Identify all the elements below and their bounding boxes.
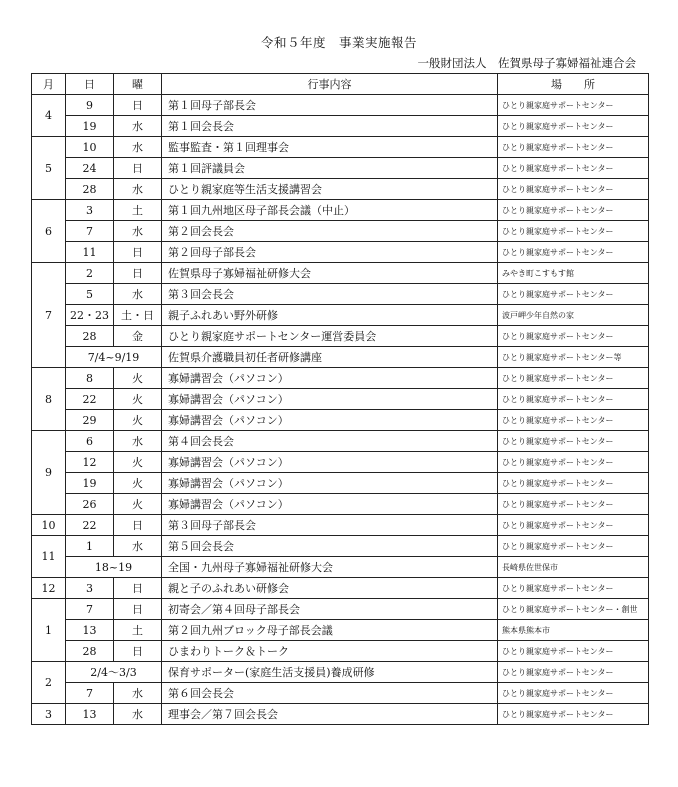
month-cell: 12 — [32, 578, 66, 599]
place-cell: ひとり親家庭サポートセンター — [498, 578, 649, 599]
table-row — [32, 536, 649, 557]
date-range-cell: 7/4~9/19 — [66, 347, 162, 368]
month-cell: 2 — [32, 662, 66, 704]
table-row — [32, 284, 649, 305]
day-cell: 3 — [66, 578, 114, 599]
dow-cell: 日 — [114, 641, 162, 662]
event-cell: 親と子のふれあい研修会 — [162, 578, 498, 599]
date-range-cell: 18~19 — [66, 557, 162, 578]
place-cell: ひとり親家庭サポートセンター等 — [498, 347, 649, 368]
event-cell: ひとり親家庭サポートセンター運営委員会 — [162, 326, 498, 347]
table-row — [32, 599, 649, 620]
table-row — [32, 431, 649, 452]
event-cell: 第１回母子部長会 — [162, 95, 498, 116]
dow-cell: 水 — [114, 221, 162, 242]
dow-cell: 日 — [114, 578, 162, 599]
table-row — [32, 305, 649, 326]
event-cell: ひとり親家庭等生活支援講習会 — [162, 179, 498, 200]
header-day: 日 — [66, 74, 114, 95]
day-cell: 3 — [66, 200, 114, 221]
day-cell: 19 — [66, 116, 114, 137]
event-cell: 親子ふれあい野外研修 — [162, 305, 498, 326]
table-header-row — [32, 74, 649, 95]
day-cell: 22 — [66, 515, 114, 536]
event-cell: 第３回会長会 — [162, 284, 498, 305]
table-row — [32, 620, 649, 641]
dow-cell: 土 — [114, 620, 162, 641]
dow-cell: 日 — [114, 242, 162, 263]
day-cell: 11 — [66, 242, 114, 263]
table-row — [32, 494, 649, 515]
day-cell: 7 — [66, 683, 114, 704]
event-report-table — [31, 73, 649, 725]
table-row — [32, 683, 649, 704]
day-cell: 28 — [66, 326, 114, 347]
day-cell: 22・23 — [66, 305, 114, 326]
day-cell: 13 — [66, 704, 114, 725]
month-cell: 4 — [32, 95, 66, 137]
day-cell: 24 — [66, 158, 114, 179]
event-cell: 第２回九州ブロック母子部長会議 — [162, 620, 498, 641]
place-cell: ひとり親家庭サポートセンター — [498, 494, 649, 515]
place-cell: ひとり親家庭サポートセンター・創世 — [498, 599, 649, 620]
day-cell: 2 — [66, 263, 114, 284]
month-cell: 6 — [32, 200, 66, 263]
event-cell: 寡婦講習会（パソコン） — [162, 494, 498, 515]
month-cell: 11 — [32, 536, 66, 578]
day-cell: 28 — [66, 641, 114, 662]
organization-name: 一般財団法人 佐賀県母子寡婦福祉連合会 — [417, 56, 636, 70]
event-cell: 第４回会長会 — [162, 431, 498, 452]
table-row — [32, 368, 649, 389]
dow-cell: 日 — [114, 599, 162, 620]
event-cell: 監事監査・第１回理事会 — [162, 137, 498, 158]
month-cell: 7 — [32, 263, 66, 368]
month-cell: 8 — [32, 368, 66, 431]
dow-cell: 水 — [114, 431, 162, 452]
day-cell: 28 — [66, 179, 114, 200]
place-cell: ひとり親家庭サポートセンター — [498, 158, 649, 179]
dow-cell: 水 — [114, 704, 162, 725]
table-row — [32, 200, 649, 221]
event-cell: 第１回評議員会 — [162, 158, 498, 179]
place-cell: ひとり親家庭サポートセンター — [498, 242, 649, 263]
table-row — [32, 347, 649, 368]
day-cell: 7 — [66, 599, 114, 620]
place-cell: ひとり親家庭サポートセンター — [498, 431, 649, 452]
place-cell: ひとり親家庭サポートセンター — [498, 200, 649, 221]
day-cell: 13 — [66, 620, 114, 641]
table-row — [32, 662, 649, 683]
table-row — [32, 578, 649, 599]
dow-cell: 日 — [114, 263, 162, 284]
dow-cell: 日 — [114, 515, 162, 536]
day-cell: 6 — [66, 431, 114, 452]
event-cell: 第６回会長会 — [162, 683, 498, 704]
dow-cell: 火 — [114, 389, 162, 410]
event-cell: 保育サポーター(家庭生活支援員)養成研修 — [162, 662, 498, 683]
place-cell: 熊本県熊本市 — [498, 620, 649, 641]
month-cell: 5 — [32, 137, 66, 200]
place-cell: ひとり親家庭サポートセンター — [498, 704, 649, 725]
dow-cell: 日 — [114, 95, 162, 116]
dow-cell: 火 — [114, 494, 162, 515]
event-cell: 佐賀県母子寡婦福祉研修大会 — [162, 263, 498, 284]
date-range-cell: 2/4～3/3 — [66, 662, 162, 683]
event-cell: 寡婦講習会（パソコン） — [162, 452, 498, 473]
place-cell: ひとり親家庭サポートセンター — [498, 221, 649, 242]
dow-cell: 水 — [114, 284, 162, 305]
table-row — [32, 704, 649, 725]
dow-cell: 水 — [114, 137, 162, 158]
month-cell: 1 — [32, 599, 66, 662]
dow-cell: 水 — [114, 116, 162, 137]
place-cell: みやき町こすもす館 — [498, 263, 649, 284]
table-row — [32, 326, 649, 347]
place-cell: 波戸岬少年自然の家 — [498, 305, 649, 326]
table-row — [32, 221, 649, 242]
event-cell: 寡婦講習会（パソコン） — [162, 410, 498, 431]
place-cell: ひとり親家庭サポートセンター — [498, 410, 649, 431]
table-row — [32, 242, 649, 263]
place-cell: ひとり親家庭サポートセンター — [498, 389, 649, 410]
day-cell: 7 — [66, 221, 114, 242]
table-row — [32, 179, 649, 200]
place-cell: ひとり親家庭サポートセンター — [498, 326, 649, 347]
day-cell: 22 — [66, 389, 114, 410]
header-dow: 曜 — [114, 74, 162, 95]
place-cell: ひとり親家庭サポートセンター — [498, 473, 649, 494]
table-row — [32, 410, 649, 431]
place-cell: ひとり親家庭サポートセンター — [498, 515, 649, 536]
event-cell: 全国・九州母子寡婦福祉研修大会 — [162, 557, 498, 578]
event-cell: 第１回九州地区母子部長会議（中止） — [162, 200, 498, 221]
day-cell: 10 — [66, 137, 114, 158]
event-cell: 寡婦講習会（パソコン） — [162, 389, 498, 410]
place-cell: ひとり親家庭サポートセンター — [498, 683, 649, 704]
header-month: 月 — [32, 74, 66, 95]
place-cell: ひとり親家庭サポートセンター — [498, 452, 649, 473]
dow-cell: 火 — [114, 368, 162, 389]
place-cell: ひとり親家庭サポートセンター — [498, 116, 649, 137]
table-row — [32, 158, 649, 179]
table-row — [32, 116, 649, 137]
event-cell: 佐賀県介護職員初任者研修講座 — [162, 347, 498, 368]
dow-cell: 火 — [114, 452, 162, 473]
day-cell: 12 — [66, 452, 114, 473]
event-cell: 第５回会長会 — [162, 536, 498, 557]
table-row — [32, 641, 649, 662]
place-cell: ひとり親家庭サポートセンター — [498, 662, 649, 683]
day-cell: 5 — [66, 284, 114, 305]
table-row — [32, 263, 649, 284]
event-cell: 寡婦講習会（パソコン） — [162, 368, 498, 389]
place-cell: ひとり親家庭サポートセンター — [498, 641, 649, 662]
table-row — [32, 137, 649, 158]
place-cell: ひとり親家庭サポートセンター — [498, 284, 649, 305]
dow-cell: 金 — [114, 326, 162, 347]
place-cell: ひとり親家庭サポートセンター — [498, 137, 649, 158]
header-place: 場 所 — [498, 74, 649, 95]
event-cell: ひまわりトーク＆トーク — [162, 641, 498, 662]
dow-cell: 水 — [114, 179, 162, 200]
day-cell: 19 — [66, 473, 114, 494]
day-cell: 8 — [66, 368, 114, 389]
dow-cell: 土・日 — [114, 305, 162, 326]
day-cell: 26 — [66, 494, 114, 515]
dow-cell: 火 — [114, 410, 162, 431]
month-cell: 10 — [32, 515, 66, 536]
month-cell: 3 — [32, 704, 66, 725]
event-cell: 第３回母子部長会 — [162, 515, 498, 536]
table-row — [32, 515, 649, 536]
dow-cell: 日 — [114, 158, 162, 179]
table-row — [32, 95, 649, 116]
table-row — [32, 452, 649, 473]
place-cell: ひとり親家庭サポートセンター — [498, 179, 649, 200]
place-cell: ひとり親家庭サポートセンター — [498, 368, 649, 389]
event-cell: 理事会／第７回会長会 — [162, 704, 498, 725]
event-cell: 第２回会長会 — [162, 221, 498, 242]
place-cell: ひとり親家庭サポートセンター — [498, 95, 649, 116]
event-cell: 寡婦講習会（パソコン） — [162, 473, 498, 494]
table-row — [32, 557, 649, 578]
event-cell: 第２回母子部長会 — [162, 242, 498, 263]
day-cell: 9 — [66, 95, 114, 116]
day-cell: 1 — [66, 536, 114, 557]
dow-cell: 水 — [114, 536, 162, 557]
dow-cell: 水 — [114, 683, 162, 704]
event-cell: 第１回会長会 — [162, 116, 498, 137]
place-cell: ひとり親家庭サポートセンター — [498, 536, 649, 557]
month-cell: 9 — [32, 431, 66, 515]
page-title: 令和５年度 事業実施報告 — [260, 35, 417, 50]
table-row — [32, 389, 649, 410]
dow-cell: 火 — [114, 473, 162, 494]
day-cell: 29 — [66, 410, 114, 431]
header-event: 行事内容 — [162, 74, 498, 95]
table-row — [32, 473, 649, 494]
dow-cell: 土 — [114, 200, 162, 221]
place-cell: 長崎県佐世保市 — [498, 557, 649, 578]
event-cell: 初寄会／第４回母子部長会 — [162, 599, 498, 620]
